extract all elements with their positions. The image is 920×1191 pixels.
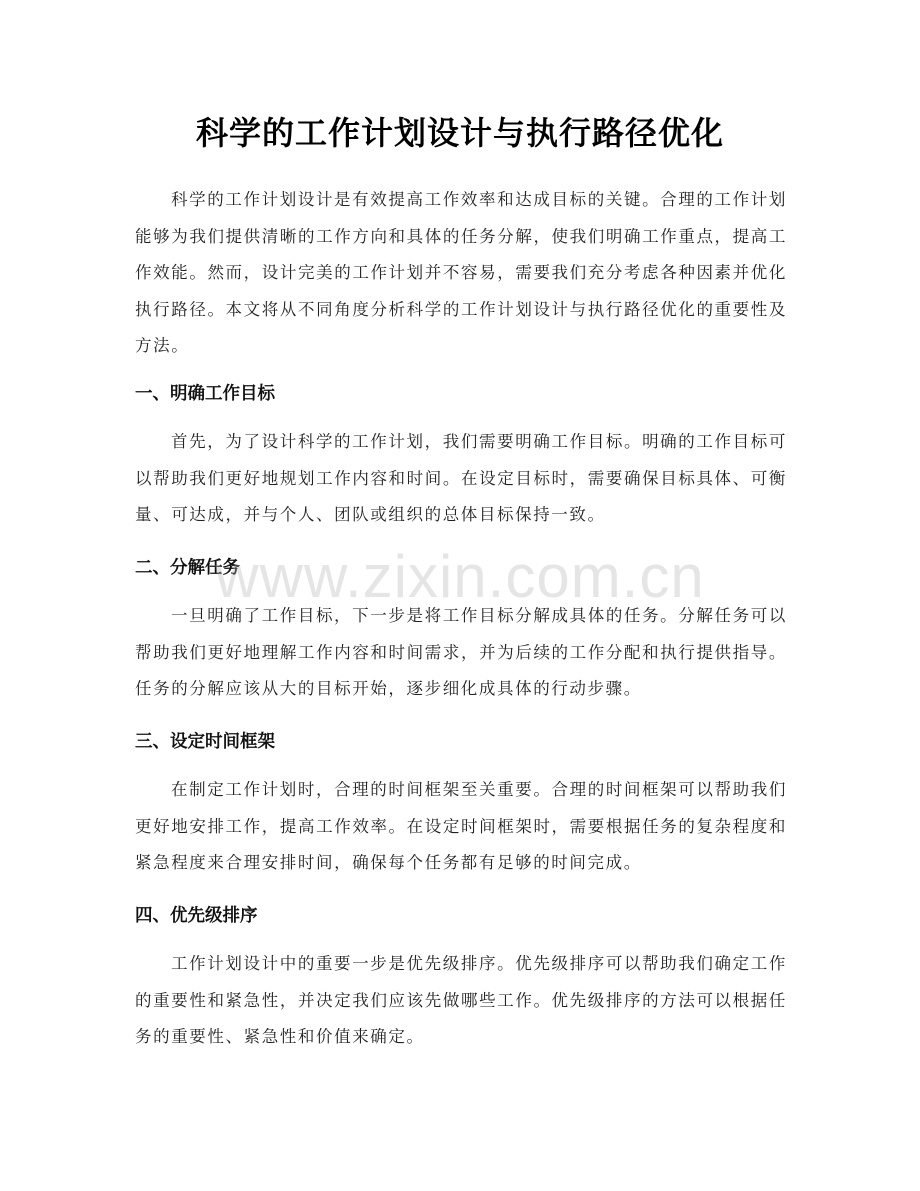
section-paragraph-goals: 首先，为了设计科学的工作计划，我们需要明确工作目标。明确的工作目标可以帮助我们更好地规划工作内容和时间。在设定目标时，需要确保目标具体、可衡量、可达成，并与个人、团队或组织的总体目标保持一致。 — [135, 432, 787, 524]
section-heading-goals: 一、明确工作目标 — [135, 384, 275, 404]
section-heading-priority: 四、优先级排序 — [135, 906, 258, 926]
section-paragraph-timeframe: 在制定工作计划时，合理的时间框架至关重要。合理的时间框架可以帮助我们更好地安排工作，提高工作效率。在设定时间框架时，需要根据任务的复杂程度和紧急程度来合理安排时间，确保每个任务都有足够的时间完成。 — [135, 780, 787, 872]
section-paragraph-tasks: 一旦明确了工作目标，下一步是将工作目标分解成具体的任务。分解任务可以帮助我们更好地理解工作内容和时间需求，并为后续的工作分配和执行提供指导。任务的分解应该从大的目标开始，逐步细化成具体的行动步骤。 — [135, 606, 787, 698]
watermark: www.zixin.com.cn — [215, 543, 705, 610]
section-paragraph-priority: 工作计划设计中的重要一步是优先级排序。优先级排序可以帮助我们确定工作的重要性和紧急性，并决定我们应该先做哪些工作。优先级排序的方法可以根据任务的重要性、紧急性和价值来确定。 — [135, 954, 787, 1046]
section-heading-tasks: 二、分解任务 — [135, 558, 240, 578]
intro-paragraph: 科学的工作计划设计是有效提高工作效率和达成目标的关键。合理的工作计划能够为我们提供清晰的工作方向和具体的任务分解，使我们明确工作重点，提高工作效能。然而，设计完美的工作计划并不容易，需要我们充分考虑各种因素并优化执行路径。本文将从不同角度分析科学的工作计划设计与执行路径优化的重要性及方法。 — [135, 190, 787, 355]
section-heading-timeframe: 三、设定时间框架 — [135, 732, 275, 752]
document-title: 科学的工作计划设计与执行路径优化 — [195, 114, 724, 152]
